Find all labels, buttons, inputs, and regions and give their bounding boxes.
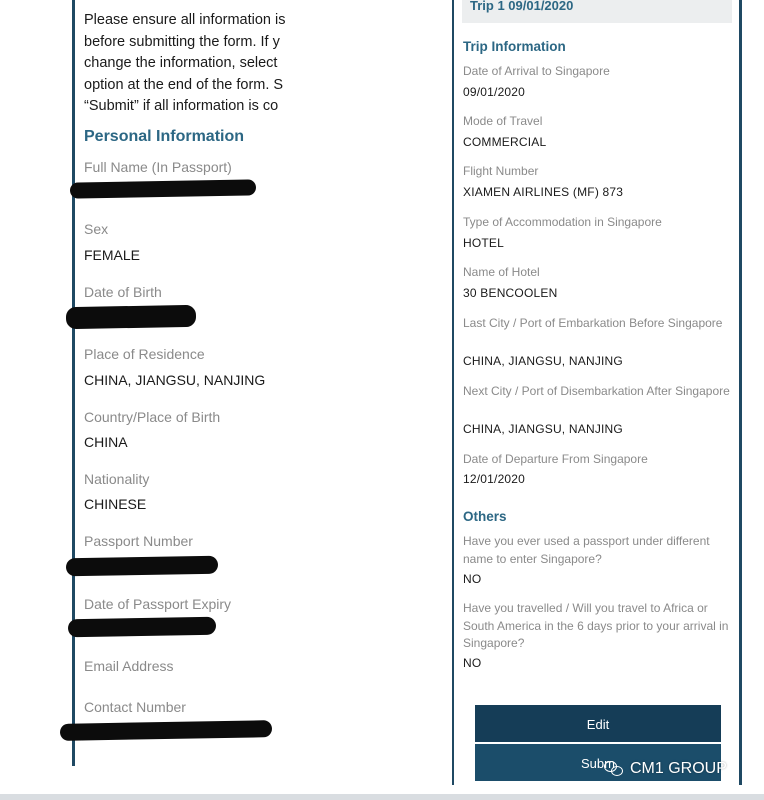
- notice-line: “Submit” if all information is co: [84, 98, 279, 114]
- embarkation-city-label: Last City / Port of Embarkation Before Singapore: [463, 316, 723, 330]
- trip-info-title: Trip Information: [463, 39, 566, 54]
- arrival-date-value: 09/01/2020: [463, 85, 526, 99]
- residence-label: Place of Residence: [84, 346, 205, 362]
- accommodation-type-label: Type of Accommodation in Singapore: [463, 215, 662, 229]
- edit-button[interactable]: Edit: [475, 705, 721, 742]
- sex-label: Sex: [84, 221, 109, 237]
- right-panel-border-left: [452, 0, 454, 785]
- birth-country-value: CHINA: [84, 434, 128, 450]
- redaction-mark: [68, 617, 216, 638]
- notice-line: option at the end of the form. S: [84, 76, 284, 93]
- disembarkation-city-label: Next City / Port of Disembarkation After Singapore: [463, 384, 730, 398]
- right-panel-border-right: [739, 0, 742, 785]
- nationality-label: Nationality: [84, 471, 150, 487]
- nationality-value: CHINESE: [84, 496, 147, 512]
- full-name-label: Full Name (In Passport): [84, 159, 232, 175]
- trip-header-bar[interactable]: [462, 0, 732, 23]
- flight-number-label: Flight Number: [463, 164, 539, 178]
- notice-line: before submitting the form. If y: [84, 33, 280, 50]
- arrival-date-label: Date of Arrival to Singapore: [463, 64, 610, 78]
- travel-mode-label: Mode of Travel: [463, 114, 543, 128]
- flight-number-value: XIAMEN AIRLINES (MF) 873: [463, 185, 624, 199]
- hotel-name-label: Name of Hotel: [463, 265, 540, 279]
- passport-other-name-question: Have you ever used a passport under different name to enter Singapore?: [463, 534, 710, 566]
- redaction-mark: [66, 556, 218, 577]
- watermark: [604, 757, 727, 781]
- sex-value: FEMALE: [84, 247, 141, 263]
- screenshot-frame-edge: [0, 794, 764, 800]
- notice-line: change the information, select: [84, 55, 278, 71]
- africa-travel-question: Have you travelled / Will you travel to Africa or South America in the 6 days prior to your arrival in Singapore?: [463, 601, 729, 650]
- birth-country-label: Country/Place of Birth: [84, 409, 221, 425]
- hotel-name-value: 30 BENCOOLEN: [463, 286, 558, 300]
- submission-notice: [84, 10, 300, 120]
- disembarkation-city-value: CHINA, JIANGSU, NANJING: [463, 422, 623, 436]
- personal-info-panel: [84, 0, 300, 766]
- accommodation-type-value: HOTEL: [463, 236, 505, 250]
- redaction-mark: [66, 305, 196, 329]
- personal-info-title: Personal Information: [84, 128, 245, 145]
- watermark-text: CM1 GROUP: [630, 760, 727, 777]
- passport-number-label: Passport Number: [84, 533, 193, 549]
- residence-value: CHINA, JIANGSU, NANJING: [84, 372, 266, 388]
- notice-line: Please ensure all information is: [84, 12, 286, 28]
- travel-mode-value: COMMERCIAL: [463, 135, 547, 149]
- passport-other-name-answer: NO: [463, 572, 482, 586]
- dob-label: Date of Birth: [84, 284, 162, 300]
- contact-number-label: Contact Number: [84, 699, 186, 715]
- submit-button[interactable]: Subm: [475, 744, 721, 781]
- passport-expiry-label: Date of Passport Expiry: [84, 596, 232, 612]
- redaction-mark: [70, 179, 256, 198]
- trip-header-label: Trip 1 09/01/2020: [470, 0, 574, 13]
- others-title: Others: [463, 509, 507, 524]
- email-label: Email Address: [84, 658, 174, 674]
- embarkation-city-value: CHINA, JIANGSU, NANJING: [463, 354, 623, 368]
- departure-date-value: 12/01/2020: [463, 472, 526, 486]
- left-panel-border: [72, 0, 75, 766]
- wechat-icon: [604, 761, 624, 777]
- africa-travel-answer: NO: [463, 656, 482, 670]
- departure-date-label: Date of Departure From Singapore: [463, 452, 648, 466]
